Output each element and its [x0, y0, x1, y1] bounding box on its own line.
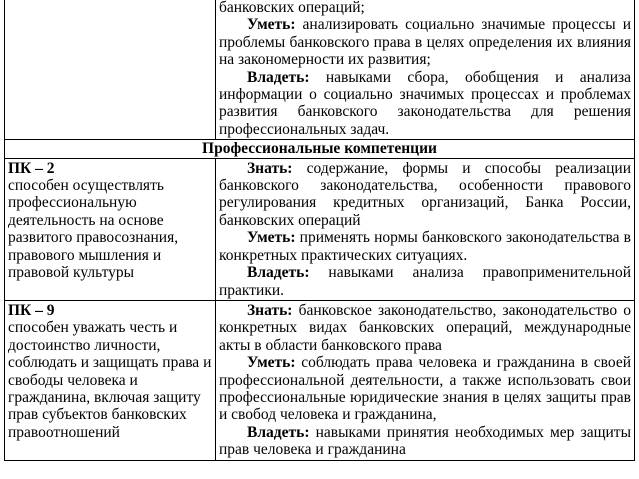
- pk2-competency-cell: [5, 158, 216, 300]
- vladet-paragraph: [219, 69, 631, 139]
- pk2-umet-label: Уметь:: [247, 229, 296, 247]
- vladet-text: навыками сбора, обобщения и анализа информации о социально значимых процессах и проблемах развития банковского законодательства для решения профессиональных задач.: [219, 68, 631, 138]
- pk9-umet-paragraph: [219, 354, 631, 424]
- pk9-umet-label: Уметь:: [247, 354, 296, 372]
- vladet-label: Владеть:: [247, 68, 310, 86]
- table-row-continuation: [5, 0, 635, 140]
- umet-paragraph: [219, 16, 631, 68]
- empty-left-cell: [5, 0, 216, 140]
- pk2-outcomes-cell: [216, 158, 635, 300]
- pk9-vladet-text: навыками принятия необходимых мер защиты прав человека и гражданина: [219, 423, 631, 459]
- continuation-text: банковских операций;: [219, 0, 365, 16]
- pk9-vladet-paragraph: [219, 424, 631, 459]
- pk2-znat-paragraph: [219, 160, 631, 230]
- pk2-vladet-text: навыками анализа правоприменительной практики.: [219, 264, 631, 299]
- pk2-umet-paragraph: [219, 229, 631, 264]
- table-row-pk2: [5, 158, 635, 300]
- pk2-vladet-label: Владеть:: [247, 264, 310, 282]
- pk2-znat-text: содержание, формы и способы реализации банковского законодательства, особенности правового регулирования кредитных организаций, Банка России, банковских операций: [219, 159, 631, 229]
- pk2-code: ПК – 2: [8, 159, 55, 177]
- continuation-cell: [216, 0, 635, 140]
- table-row-pk9: [5, 300, 635, 460]
- pk9-vladet-label: Владеть:: [247, 423, 310, 441]
- pk2-umet-text: применять нормы банковского законодательства в конкретных практических ситуациях.: [219, 229, 631, 264]
- section-header-row: [5, 140, 635, 158]
- pk9-code: ПК – 9: [8, 301, 55, 319]
- umet-label: Уметь:: [247, 16, 296, 34]
- pk9-znat-paragraph: [219, 302, 631, 354]
- pk2-vladet-paragraph: [219, 264, 631, 299]
- pk9-znat-text: банковское законодательство, законодательство о конкретных видах банковских операций, международные акты в области банковского права: [219, 301, 631, 354]
- section-header: Профессиональные компетенции: [5, 140, 635, 158]
- competencies-table: [4, 0, 635, 461]
- pk9-umet-text: соблюдать права человека и гражданина в своей профессиональной деятельности, а также использовать свои профессиональные юридические знания в целях защиты прав и свобод человека и гражданина,: [219, 354, 631, 424]
- pk9-competency-cell: [5, 300, 216, 460]
- pk9-outcomes-cell: [216, 300, 635, 460]
- umet-text: анализировать социально значимые процессы и проблемы банковского права в целях определения их влияния на закономерности их развития;: [219, 16, 631, 69]
- pk9-description: способен уважать честь и достоинство личности, соблюдать и защищать права и свободы человека и гражданина, включая защиту прав субъектов банковских правоотношений: [8, 319, 212, 441]
- pk2-znat-label: Знать:: [247, 159, 293, 177]
- pk2-description: способен осуществлять профессиональную деятельность на основе развитого правосознания, правового мышления и правовой культуры: [8, 177, 179, 282]
- pk9-znat-label: Знать:: [247, 301, 293, 319]
